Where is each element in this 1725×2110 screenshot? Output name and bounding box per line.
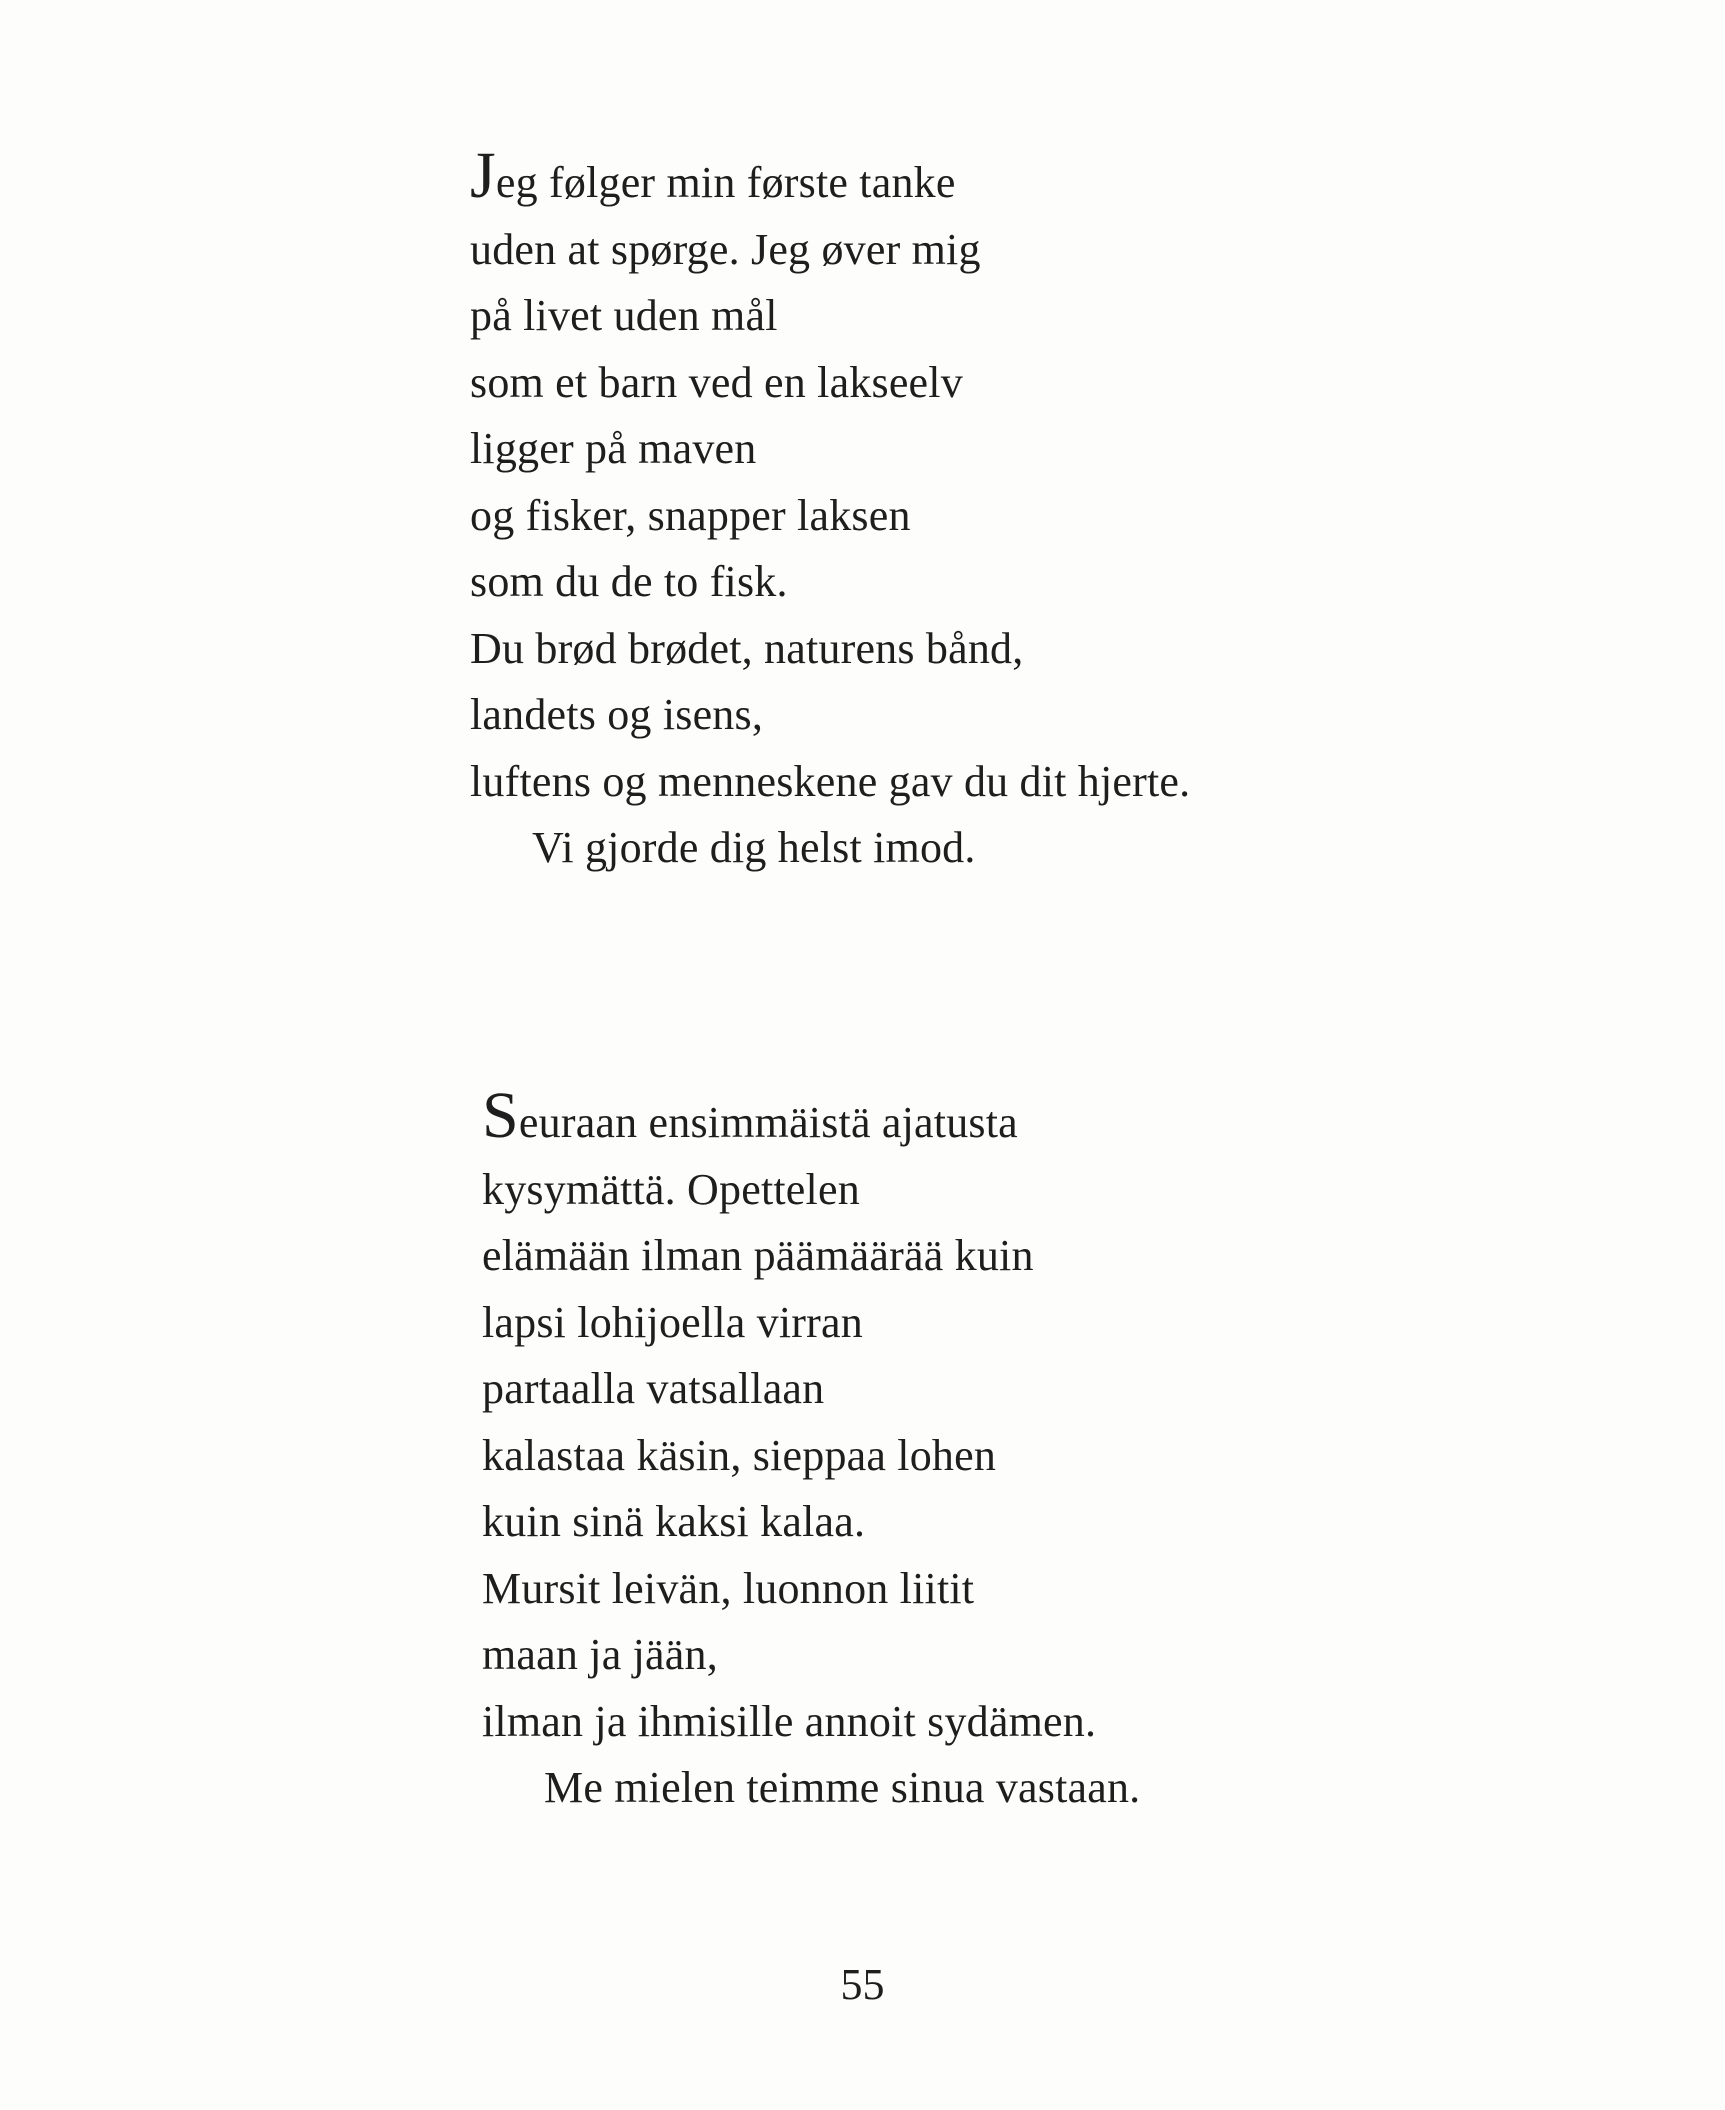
poem-line: som et barn ved en lakseelv — [470, 357, 963, 407]
poem-line: lapsi lohijoella virran — [482, 1297, 863, 1347]
poem-line: uden at spørge. Jeg øver mig — [470, 224, 981, 274]
poem-closing-line: Me mielen teimme sinua vastaan. — [544, 1763, 1141, 1812]
danish-poem — [470, 139, 1191, 882]
poem-line: landets og isens, — [470, 690, 764, 739]
poem-line: kysymättä. Opettelen — [482, 1164, 860, 1214]
finnish-poem — [482, 1079, 1141, 1822]
poem-closing-line: Vi gjorde dig helst imod. — [532, 823, 976, 872]
poem-line: maan ja jään, — [482, 1630, 718, 1679]
poem-line — [482, 1079, 1140, 1157]
poem-line: ligger på maven — [470, 424, 757, 473]
poem-line: ilman ja ihmisille annoit sydämen. — [482, 1696, 1097, 1746]
first-line-text: euraan ensimmäistä ajatusta — [518, 1098, 1018, 1147]
poem-line: partaalla vatsallaan — [482, 1364, 825, 1413]
poem-line: Du brød brødet, naturens bånd, — [470, 623, 1024, 673]
poem-line: på livet uden mål — [470, 291, 778, 340]
poem-line: og fisker, snapper laksen — [470, 490, 911, 540]
first-line-text: eg følger min første tanke — [495, 158, 956, 207]
poem-line — [470, 139, 1190, 217]
poem-line: elämään ilman päämäärää kuin — [482, 1231, 1034, 1280]
poem-line: kuin sinä kaksi kalaa. — [482, 1497, 866, 1546]
poem-line: kalastaa käsin, sieppaa lohen — [482, 1430, 997, 1480]
poem-line: Mursit leivän, luonnon liitit — [482, 1563, 975, 1613]
drop-cap: J — [470, 139, 496, 212]
poem-line: luftens og menneskene gav du dit hjerte. — [470, 756, 1191, 806]
page-number: 55 — [840, 1960, 885, 2009]
poem-line: som du de to fisk. — [470, 557, 788, 606]
drop-cap: S — [482, 1079, 519, 1152]
